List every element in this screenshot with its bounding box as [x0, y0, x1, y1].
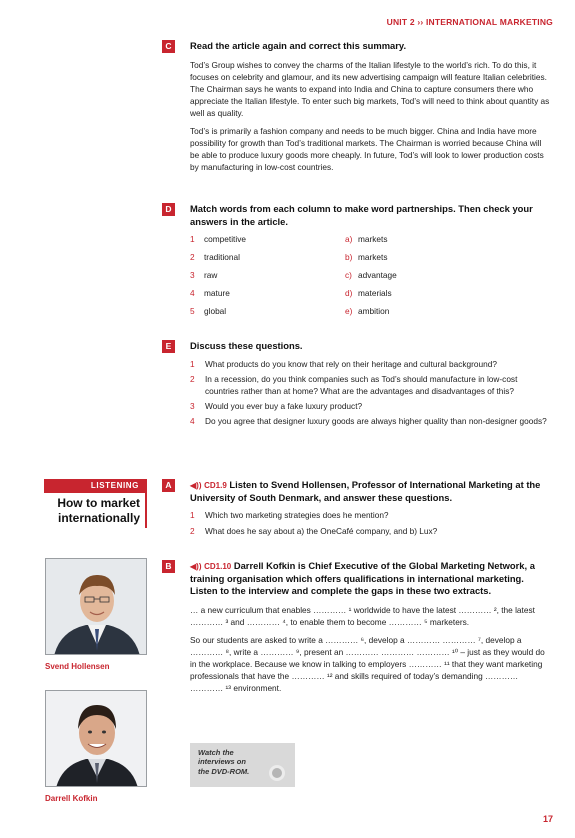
section-e — [163, 340, 551, 430]
listening-question: 1 Which two marketing strategies does he mention? — [190, 510, 389, 521]
word-columns — [190, 233, 551, 325]
discussion-question: 2 In a recession, do you think companies such as Tod’s should manufacture in low-cost countries rather than at home? What are the advantages and disadvantages of this? — [190, 373, 518, 396]
gap-extract-1: … a new curriculum that enables ………… ¹ worldwide to have the latest ………… ², the latest ………… ³ and ………… ⁴, to enable them to become ………… ⁵ marketers. — [190, 605, 535, 628]
dvd-rom-note: Watch the interviews on the DVD-ROM. — [190, 743, 295, 787]
listening-b-heading: ◀)) CD1.10 Darrell Kofkin is Chief Executive of the Global Marketing Network, a training organisation which offers qualifications in international marketing. Listen to the interview and complete the gaps in these two extracts. — [190, 560, 535, 597]
section-e-heading: Discuss these questions. — [190, 340, 303, 351]
section-d-badge: D — [162, 203, 175, 216]
section-e-badge: E — [162, 340, 175, 353]
page-number: 17 — [542, 813, 553, 824]
listening-title: How to market internationally — [57, 495, 140, 525]
unit-header — [387, 16, 553, 28]
listening-a-questions — [190, 509, 551, 536]
section-d-heading: Match words from each column to make word partnerships. Then check your answers in the article. — [190, 203, 533, 227]
cd-track-label: CD1.9 — [204, 481, 227, 490]
left-word: 1 competitive — [190, 234, 246, 245]
right-word-column — [345, 233, 397, 323]
svend-hollensen-photo — [45, 558, 147, 655]
right-word: e) ambition — [345, 306, 390, 317]
discussion-question: 4 Do you agree that designer luxury goods are always higher quality than non-designer goods? — [190, 415, 547, 426]
left-word-column — [190, 233, 246, 323]
section-c-badge: C — [162, 40, 175, 53]
right-word: c) advantage — [345, 270, 397, 281]
arrow-icon: ›› — [417, 17, 424, 27]
unit-topic: INTERNATIONAL MARKETING — [425, 17, 553, 27]
summary-paragraph-2: Tod’s is primarily a fashion company and needs to be much bigger. China and India have more possibility for growth than Tod’s traditional markets. The Chairman is worried because China will be able to produce luxury goods more cheaply. In future, Tod’s will look to lower production costs by manufacturing in low-cost countries. — [190, 125, 544, 172]
unit-label: UNIT 2 — [386, 17, 415, 27]
left-word: 5 global — [190, 306, 227, 317]
cd-track-label: CD1.10 — [204, 562, 232, 571]
portrait-image — [46, 691, 147, 787]
right-word: a) markets — [345, 234, 388, 245]
section-c — [163, 40, 551, 173]
section-d — [163, 203, 551, 325]
photo-caption-2: Darrell Kofkin — [45, 794, 98, 803]
audio-icon[interactable]: ◀)) — [190, 481, 202, 490]
listening-a-badge: A — [162, 479, 175, 492]
left-word: 2 traditional — [190, 252, 240, 263]
dvd-disc-icon — [269, 765, 285, 781]
discussion-question: 3 Would you ever buy a fake luxury product? — [190, 400, 363, 411]
discussion-question: 1 What products do you know that rely on their heritage and cultural background? — [190, 358, 497, 369]
listening-section-a — [163, 479, 551, 540]
audio-icon[interactable]: ◀)) — [190, 562, 202, 571]
right-word: d) materials — [345, 288, 392, 299]
portrait-image — [46, 559, 147, 655]
discussion-questions — [190, 358, 551, 427]
listening-question: 2 What does he say about a) the OneCafé company, and b) Lux? — [190, 525, 438, 536]
summary-paragraph-1: Tod’s Group wishes to convey the charms of the Italian lifestyle to the world’s rich. To do this, it focuses on celebrity and glamour, and its new advertising campaign will feature Italian celebrities. The Chairman says he wants to expand into India and China to capture consumers there who appreciate the Italian lifestyle. To enter such big markets, Tod’s will need to think about quantity as well as quality. — [190, 59, 550, 118]
listening-section-b — [163, 560, 551, 694]
listening-label-box — [44, 479, 147, 528]
gap-extract-2: So our students are asked to write a ………… ⁶, develop a ………… ………… ⁷, develop a ………… ⁸, write a ………… ⁹, present an ………… ………… ………… ¹⁰ – just as they would do in the workplace. Because we know in talking to employers ………… ¹¹ that they want marketing professionals that have the ………… ¹² and skills required of today’s demanding ………… ………… ¹³ environment. — [190, 635, 545, 694]
left-word: 3 raw — [190, 270, 218, 281]
section-c-heading: Read the article again and correct this summary. — [190, 40, 407, 51]
darrell-kofkin-photo — [45, 690, 147, 787]
right-word: b) markets — [345, 252, 388, 263]
left-word: 4 mature — [190, 288, 230, 299]
listening-b-badge: B — [162, 560, 175, 573]
listening-a-heading: ◀)) CD1.9 Listen to Svend Hollensen, Professor of International Marketing at the University of South Denmark, and answer these questions. — [190, 479, 541, 503]
photo-caption-1: Svend Hollensen — [45, 662, 110, 671]
listening-tag: LISTENING — [44, 479, 145, 493]
